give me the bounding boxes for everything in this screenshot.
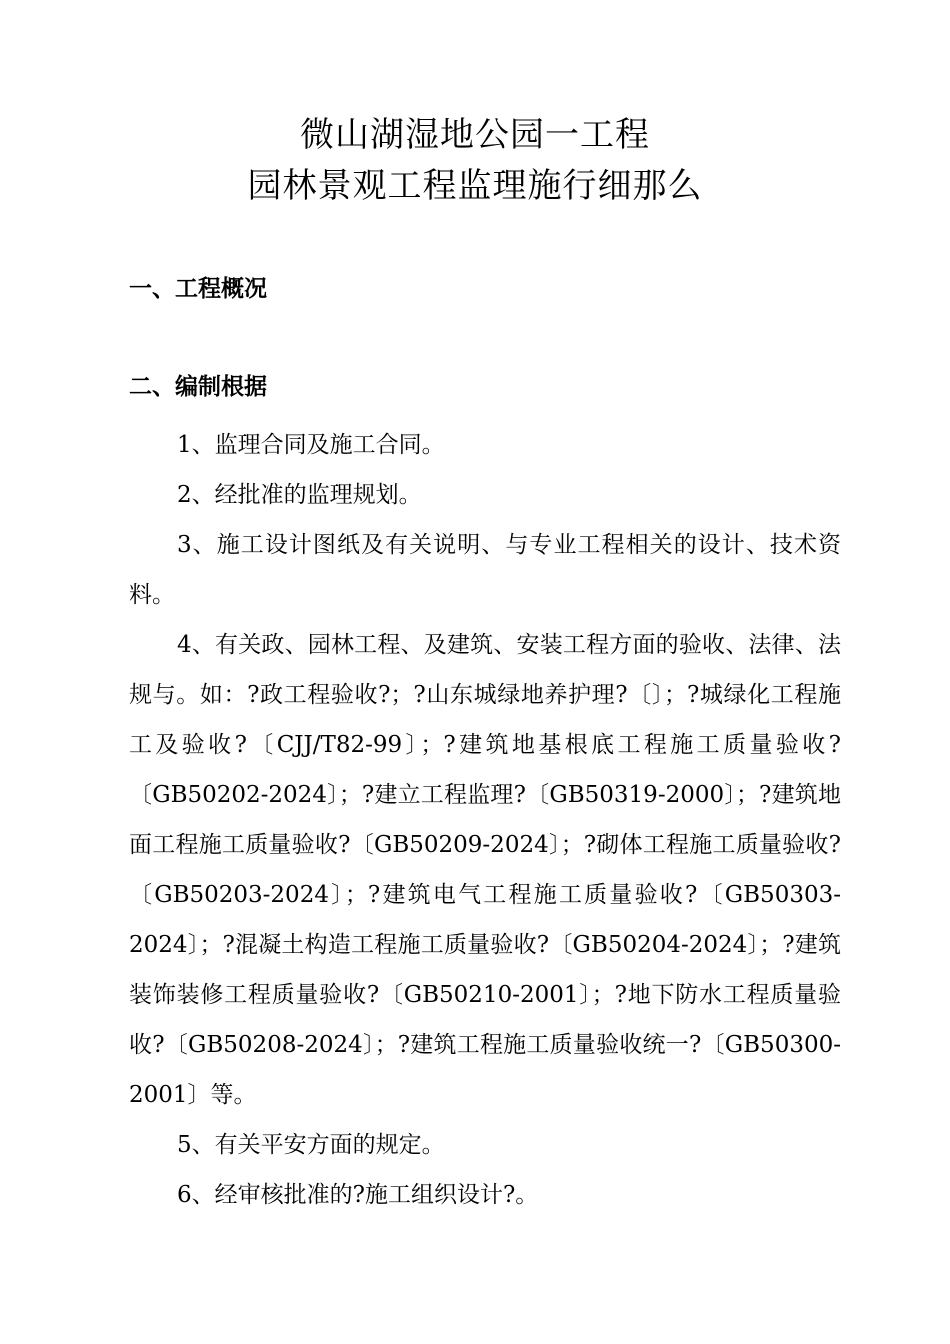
document-title-line2: 园林景观工程监理施行细那么 [247,166,703,206]
list-item: 5、有关平安方面的规定。 [177,1132,445,1158]
section-heading-overview: 一、工程概况 [129,276,267,302]
section-heading-basis [129,372,267,402]
list-item: 6、经审核批准的?施工组织设计?。 [177,1182,539,1208]
list-item: 3、施工设计图纸及有关说明、与专业工程相关的设计、技术资料。 [129,532,841,608]
document-title-line1: 微山湖湿地公园一工程 [300,115,650,155]
list-item: 1、监理合同及施工合同。 [177,432,445,458]
list-item: 2、经批准的监理规划。 [177,482,422,508]
list-item: 4、有关政、园林工程、及建筑、安装工程方面的验收、法律、法规与。如：?政工程验收?；?山东城绿地养护理?〔〕；?城绿化工程施工及验收?〔CJJ/T82-99〕；?建筑地基根底工程施工质量验收?〔GB50202-2024〕；?建立工程监理?〔GB50319-2000〕；?建筑地面工程施工质量验收?〔GB50209-2024〕；?砌体工程施工质量验收?〔GB50203-2024〕；?建筑电气工程施工质量验收?〔GB50303-2024〕；?混凝土构造工程施工质量验收?〔GB50204-2024〕；?建筑装饰装修工程质量验收?〔GB50210-2001〕；?地下防水工程质量验收?〔GB50208-2024〕；?建筑工程施工质量验收统一?〔GB50300-2001〕等。 [129,632,841,1108]
section-heading-basis-text: 二、编制根据 [129,374,267,400]
basis-list [129,420,841,1220]
